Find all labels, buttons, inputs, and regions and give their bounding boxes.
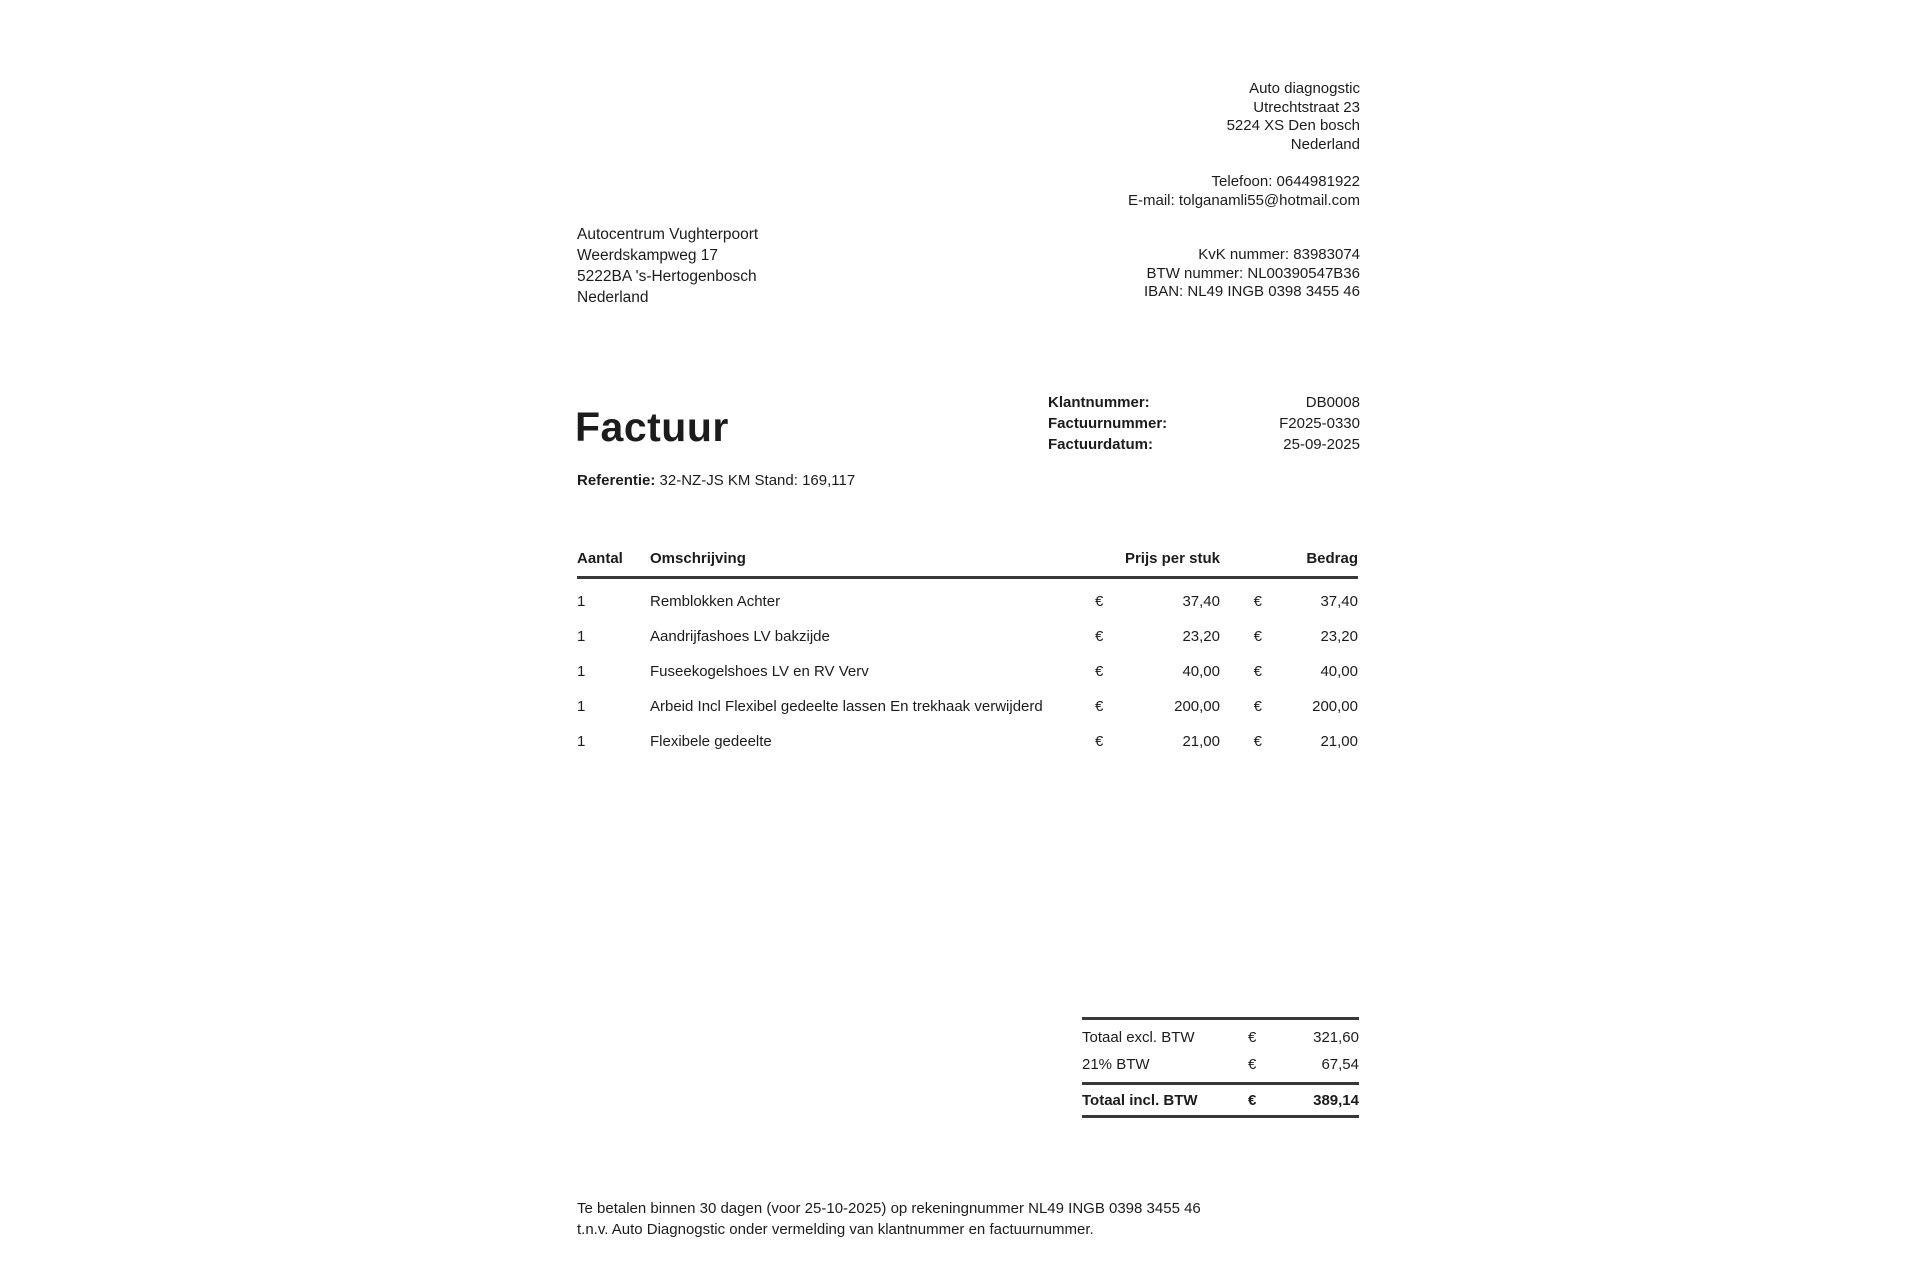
cell-aantal: 1	[577, 733, 586, 750]
cell-bedrag: 37,40	[1320, 593, 1358, 610]
btw-value: 67,54	[1321, 1056, 1359, 1073]
cell-prijs: 23,20	[1182, 628, 1220, 645]
cell-prijs: 200,00	[1174, 698, 1220, 715]
meta-row-factuurdatum	[1048, 434, 1360, 455]
header-aantal: Aantal	[577, 550, 623, 567]
company-street: Utrechtstraat 23	[1253, 98, 1360, 116]
total-incl-value: 389,14	[1313, 1091, 1359, 1109]
currency-symbol: €	[1095, 698, 1104, 715]
klantnummer-label: Klantnummer:	[1048, 394, 1150, 411]
currency-symbol: €	[1095, 628, 1104, 645]
company-registration-block	[1144, 246, 1360, 302]
total-excl-btw-row	[1082, 1024, 1359, 1051]
customer-city: 5222BA 's-Hertogenbosch	[577, 268, 757, 285]
company-city: 5224 XS Den bosch	[1226, 117, 1360, 134]
total-excl-value: 321,60	[1313, 1029, 1359, 1046]
cell-omschrijving: Remblokken Achter	[650, 593, 781, 610]
header-omschrijving: Omschrijving	[650, 550, 746, 567]
payment-terms-note	[577, 1198, 1201, 1240]
cell-bedrag: 23,20	[1320, 628, 1358, 645]
payment-terms-line2: t.n.v. Auto Diagnogstic onder vermelding van klantnummer en factuurnummer.	[577, 1221, 1094, 1238]
currency-symbol: €	[1248, 1091, 1257, 1109]
factuurnummer-value: F2025-0330	[1279, 415, 1360, 432]
page-title: Factuur	[575, 404, 729, 450]
company-phone: Telefoon: 0644981922	[1211, 173, 1360, 190]
company-name: Auto diagnogstic	[1249, 80, 1360, 97]
currency-symbol: €	[1253, 698, 1262, 715]
currency-symbol: €	[1253, 663, 1262, 680]
cell-bedrag: 21,00	[1320, 733, 1358, 750]
cell-aantal: 1	[577, 628, 586, 645]
company-kvk: KvK nummer: 83983074	[1198, 246, 1360, 263]
cell-omschrijving: Arbeid Incl Flexibel gedeelte lassen En trekhaak verwijderd	[650, 698, 1043, 715]
header-bedrag: Bedrag	[1306, 550, 1358, 567]
reference-label: Referentie:	[577, 472, 656, 489]
currency-symbol: €	[1248, 1056, 1257, 1073]
btw-label: 21% BTW	[1082, 1056, 1150, 1073]
currency-symbol: €	[1095, 733, 1104, 750]
company-iban: IBAN: NL49 INGB 0398 3455 46	[1144, 283, 1360, 300]
line-items-table	[577, 550, 1358, 759]
meta-row-klantnummer	[1048, 392, 1360, 413]
currency-symbol: €	[1095, 663, 1104, 680]
klantnummer-value: DB0008	[1305, 394, 1360, 411]
total-incl-btw-row	[1082, 1082, 1359, 1118]
cell-bedrag: 200,00	[1312, 698, 1358, 715]
table-row	[577, 654, 1358, 689]
btw-row	[1082, 1051, 1359, 1078]
reference-value: 32-NZ-JS KM Stand: 169,117	[655, 472, 856, 489]
company-btw: BTW nummer: NL00390547B36	[1146, 264, 1360, 282]
cell-aantal: 1	[577, 593, 586, 610]
factuurdatum-value: 25-09-2025	[1283, 436, 1360, 453]
company-address-block	[1128, 80, 1360, 210]
table-row	[577, 689, 1358, 724]
cell-aantal: 1	[577, 698, 586, 715]
cell-bedrag: 40,00	[1320, 663, 1358, 680]
factuurdatum-label: Factuurdatum:	[1048, 436, 1153, 453]
table-row	[577, 724, 1358, 759]
totals-block	[1082, 1017, 1359, 1118]
company-email: E-mail: tolganamli55@hotmail.com	[1128, 191, 1360, 209]
cell-prijs: 21,00	[1182, 733, 1220, 750]
table-body	[577, 579, 1358, 759]
table-header-row	[577, 550, 1358, 579]
total-excl-label: Totaal excl. BTW	[1082, 1029, 1195, 1046]
cell-prijs: 40,00	[1182, 663, 1220, 680]
header-prijs: Prijs per stuk	[1124, 550, 1220, 567]
customer-address-block	[577, 224, 758, 308]
cell-omschrijving: Flexibele gedeelte	[650, 733, 772, 750]
meta-row-factuurnummer	[1048, 413, 1360, 434]
currency-symbol: €	[1253, 593, 1262, 610]
cell-omschrijving: Aandrijfashoes LV bakzijde	[650, 628, 830, 645]
currency-symbol: €	[1253, 628, 1262, 645]
customer-street: Weerdskampweg 17	[577, 247, 719, 264]
table-row	[577, 619, 1358, 654]
factuurnummer-label: Factuurnummer:	[1048, 415, 1168, 432]
reference-line	[577, 472, 855, 489]
payment-terms-line1: Te betalen binnen 30 dagen (voor 25-10-2025) op rekeningnummer NL49 INGB 0398 3455 46	[577, 1200, 1201, 1217]
cell-prijs: 37,40	[1182, 593, 1220, 610]
company-contact-block	[1128, 173, 1360, 210]
cell-omschrijving: Fuseekogelshoes LV en RV Verv	[650, 663, 869, 680]
customer-country: Nederland	[577, 289, 649, 306]
total-incl-label: Totaal incl. BTW	[1082, 1091, 1198, 1109]
customer-name: Autocentrum Vughterpoort	[577, 226, 759, 243]
currency-symbol: €	[1095, 593, 1104, 610]
table-row	[577, 584, 1358, 619]
company-country: Nederland	[1290, 135, 1360, 153]
currency-symbol: €	[1248, 1029, 1257, 1046]
invoice-meta-block	[1048, 392, 1360, 455]
cell-aantal: 1	[577, 663, 586, 680]
currency-symbol: €	[1253, 733, 1262, 750]
